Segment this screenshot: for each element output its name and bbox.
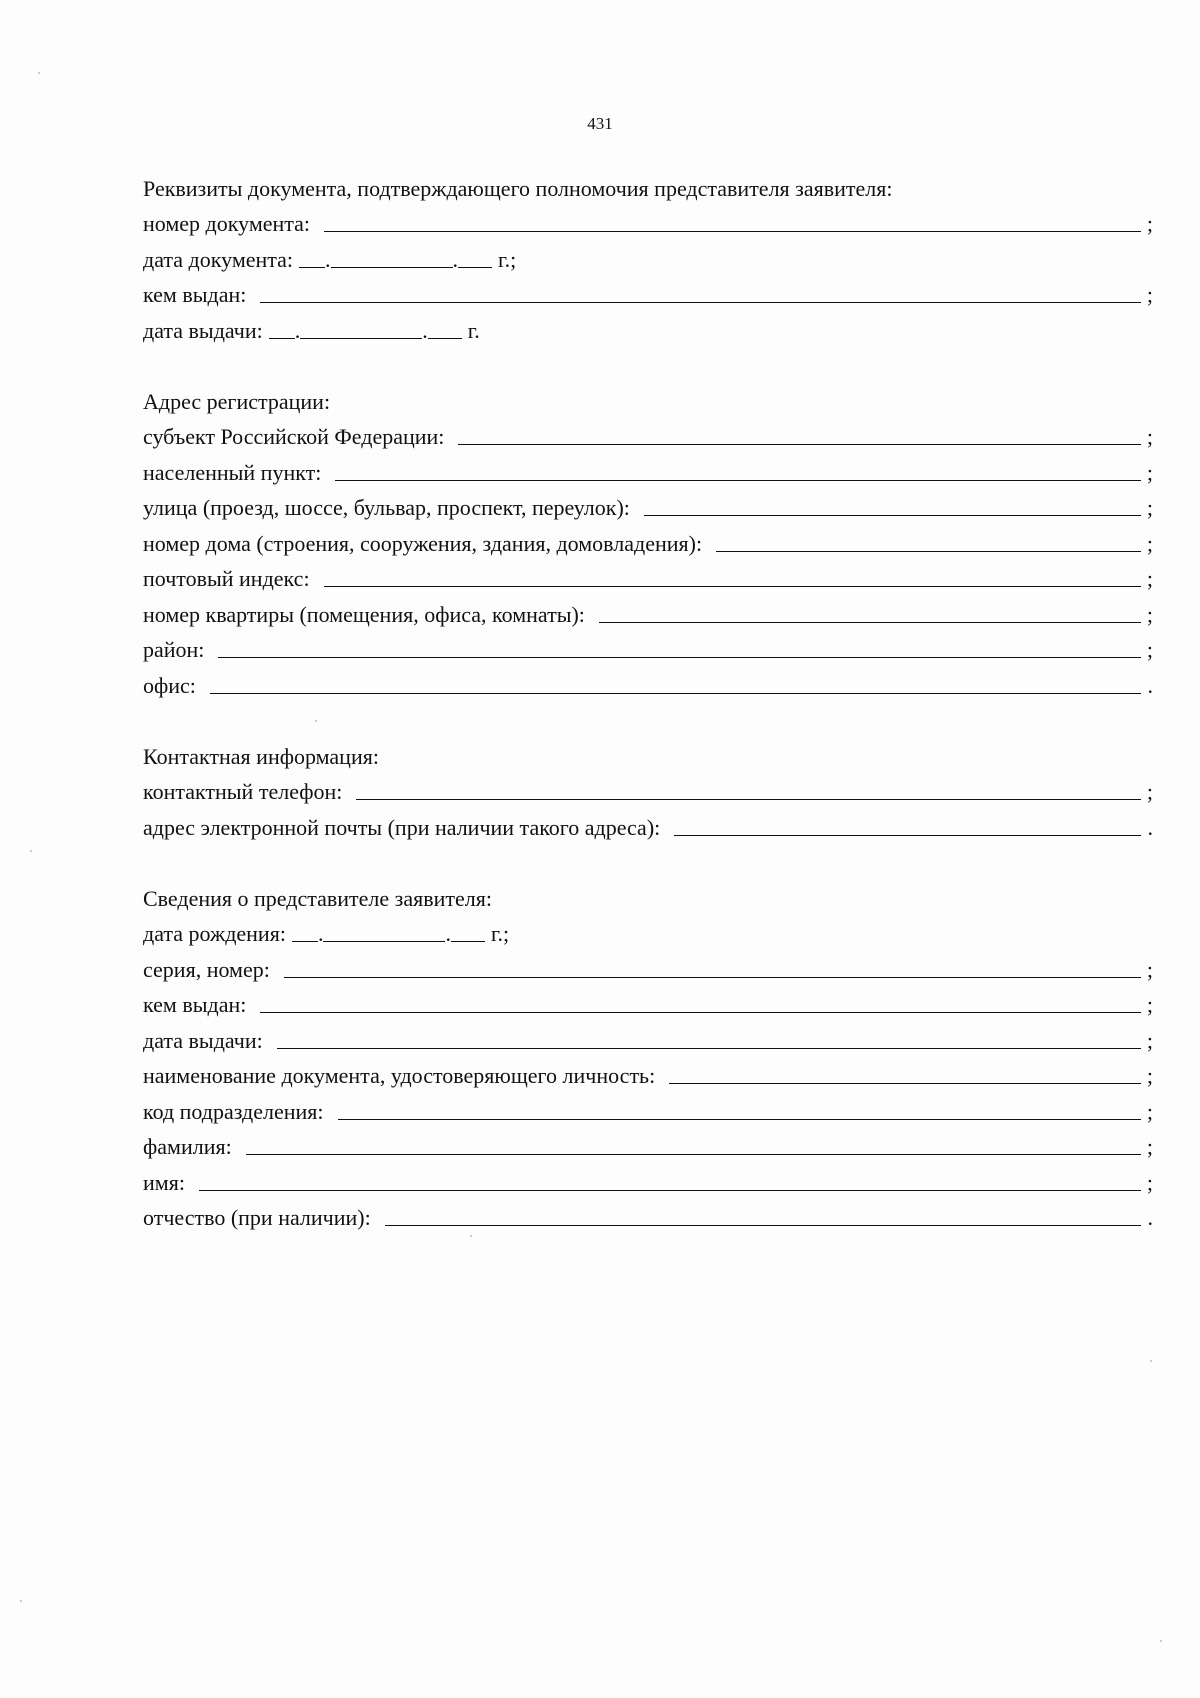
date-dot: .: [445, 921, 451, 946]
field-label: наименование документа, удостоверяющего личность:: [143, 1063, 656, 1088]
field-terminator: ;: [1146, 459, 1153, 485]
field-label: дата выдачи:: [143, 317, 263, 343]
field-label: офис:: [143, 672, 196, 698]
section-heading-authority-doc: [143, 166, 1153, 202]
field-terminator: ;: [1146, 601, 1153, 627]
month-blank[interactable]: [331, 267, 453, 268]
blank-line[interactable]: [218, 657, 1141, 658]
scan-speck: [1160, 1640, 1162, 1642]
heading-text: Адрес регистрации:: [143, 388, 331, 414]
field-doc-number: [143, 202, 1153, 238]
scan-speck: [38, 72, 40, 74]
field-terminator: ;: [1146, 495, 1153, 520]
day-blank[interactable]: [299, 267, 325, 268]
day-blank[interactable]: [292, 941, 318, 942]
month-blank[interactable]: [300, 338, 422, 339]
form-body: [143, 166, 1153, 1231]
blank-line[interactable]: [458, 444, 1141, 445]
field-division-code: [143, 1089, 1153, 1125]
field-office: [143, 663, 1153, 699]
field-email: [143, 805, 1153, 841]
field-label: кем выдан:: [143, 992, 247, 1017]
blank-line[interactable]: [199, 1190, 1141, 1191]
field-apartment: [143, 592, 1153, 628]
field-label: контактный телефон:: [143, 779, 343, 804]
field-terminator: ;: [1146, 779, 1153, 804]
date-blanks[interactable]: [299, 247, 492, 273]
scan-speck: [470, 1235, 472, 1237]
blank-line[interactable]: [284, 977, 1141, 978]
field-terminator: ;: [1146, 1098, 1153, 1124]
scan-speck: [315, 720, 317, 722]
field-terminator: ;: [1146, 1134, 1153, 1159]
blank-line[interactable]: [644, 515, 1141, 516]
section-spacer: [143, 344, 1153, 380]
field-label: район:: [143, 637, 205, 662]
day-blank[interactable]: [269, 338, 295, 339]
field-terminator: ;: [1146, 637, 1153, 662]
blank-line[interactable]: [716, 551, 1141, 552]
blank-line[interactable]: [260, 302, 1141, 303]
field-label: номер дома (строения, сооружения, здания, домовладения):: [143, 530, 703, 556]
blank-line[interactable]: [277, 1048, 1141, 1049]
field-doc-date: [143, 237, 1153, 273]
field-label: код подразделения:: [143, 1098, 324, 1124]
year-blank[interactable]: [451, 941, 485, 942]
blank-line[interactable]: [210, 693, 1141, 694]
blank-line[interactable]: [356, 799, 1141, 800]
field-label: номер квартиры (помещения, офиса, комнаты):: [143, 601, 585, 627]
field-street: [143, 486, 1153, 522]
date-dot: .: [317, 921, 324, 946]
field-label: имя:: [143, 1169, 185, 1195]
field-terminator: ;: [1146, 956, 1153, 982]
date-dot: .: [294, 317, 301, 343]
heading-text: Реквизиты документа, подтверждающего полномочия представителя заявителя:: [143, 175, 893, 201]
field-label: почтовый индекс:: [143, 566, 310, 591]
field-terminator: ;: [1146, 1027, 1153, 1053]
field-name: [143, 1160, 1153, 1196]
date-dot: .: [422, 317, 428, 343]
section-spacer: [143, 841, 1153, 877]
field-series-number: [143, 947, 1153, 983]
field-locality: [143, 450, 1153, 486]
heading-text: Контактная информация:: [143, 743, 379, 769]
field-rep-issue-date: [143, 1018, 1153, 1054]
field-phone: [143, 770, 1153, 806]
section-heading-contacts: [143, 734, 1153, 770]
blank-line[interactable]: [246, 1154, 1141, 1155]
date-blanks[interactable]: [269, 318, 462, 344]
field-label: фамилия:: [143, 1134, 232, 1159]
blank-line[interactable]: [324, 586, 1141, 587]
month-blank[interactable]: [323, 941, 445, 942]
field-label: адрес электронной почты (при наличии такого адреса):: [143, 814, 661, 840]
date-blanks[interactable]: [292, 921, 485, 947]
scan-speck: [30, 850, 32, 852]
date-suffix: г.;: [498, 246, 517, 272]
blank-line[interactable]: [669, 1083, 1141, 1084]
field-terminator: .: [1147, 814, 1153, 840]
field-label: населенный пункт:: [143, 459, 322, 485]
blank-line[interactable]: [674, 835, 1141, 836]
blank-line[interactable]: [260, 1012, 1141, 1013]
field-house: [143, 521, 1153, 557]
field-district: [143, 628, 1153, 664]
field-patronymic: [143, 1196, 1153, 1232]
field-issued-by: [143, 273, 1153, 309]
page-number: 431: [587, 114, 613, 133]
field-rep-issued-by: [143, 983, 1153, 1019]
field-label: дата документа:: [143, 246, 294, 272]
field-postcode: [143, 557, 1153, 593]
field-label: кем выдан:: [143, 282, 247, 307]
year-blank[interactable]: [458, 267, 492, 268]
field-terminator: ;: [1146, 992, 1153, 1017]
field-terminator: ;: [1146, 1169, 1153, 1195]
field-label: серия, номер:: [143, 956, 270, 982]
field-label: отчество (при наличии):: [143, 1205, 371, 1230]
date-dot: .: [325, 246, 331, 272]
year-blank[interactable]: [428, 338, 462, 339]
field-issue-date: [143, 308, 1153, 344]
scan-speck: [20, 1600, 22, 1602]
field-terminator: ;: [1146, 424, 1153, 449]
field-terminator: ;: [1146, 1063, 1153, 1088]
scan-speck: [1150, 1360, 1152, 1362]
field-terminator: ;: [1146, 566, 1153, 591]
section-heading-registration-address: [143, 379, 1153, 415]
date-suffix: г.;: [490, 921, 510, 946]
field-label: улица (проезд, шоссе, бульвар, проспект, переулок):: [143, 495, 630, 520]
field-terminator: ;: [1146, 211, 1153, 236]
blank-line[interactable]: [338, 1119, 1141, 1120]
field-terminator: .: [1147, 672, 1153, 698]
date-suffix: г.: [467, 317, 480, 343]
date-dot: .: [452, 246, 459, 272]
field-label: номер документа:: [143, 211, 311, 236]
field-surname: [143, 1125, 1153, 1161]
field-birth-date: [143, 912, 1153, 948]
field-label: дата рождения:: [143, 921, 286, 946]
field-id-doc-name: [143, 1054, 1153, 1090]
field-region: [143, 415, 1153, 451]
blank-line[interactable]: [324, 231, 1141, 232]
field-terminator: ;: [1146, 530, 1153, 556]
blank-line[interactable]: [335, 480, 1141, 481]
field-label: дата выдачи:: [143, 1027, 263, 1053]
field-terminator: ;: [1146, 282, 1153, 307]
section-spacer: [143, 699, 1153, 735]
heading-text: Сведения о представителе заявителя:: [143, 885, 492, 911]
blank-line[interactable]: [385, 1225, 1141, 1226]
field-terminator: .: [1147, 1205, 1153, 1230]
blank-line[interactable]: [599, 622, 1141, 623]
section-heading-representative: [143, 876, 1153, 912]
field-label: субъект Российской Федерации:: [143, 424, 445, 449]
